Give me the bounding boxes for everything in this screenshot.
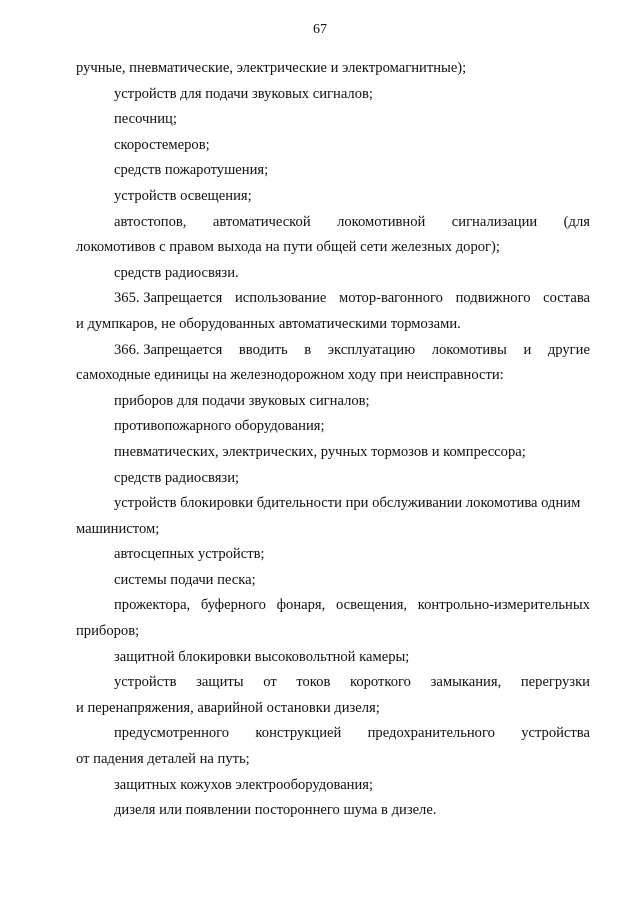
text-line-21: системы подачи песка; [114, 571, 256, 588]
word: вводить [238, 341, 288, 358]
text-line-5: средств пожаротушения; [114, 162, 269, 179]
word: прожектора, [114, 597, 191, 614]
word: автостопов, [114, 213, 187, 230]
word: устройств [114, 674, 177, 691]
word: от [263, 674, 277, 691]
text-line-25 [76, 670, 590, 696]
text-line-4: скоростемеров; [114, 136, 210, 153]
word: подвижного [455, 290, 531, 307]
word: сигнализации [451, 213, 538, 230]
word: локомотивы [431, 341, 507, 358]
text-line-2: устройств для подачи звуковых сигналов; [114, 85, 373, 102]
word: буферного [200, 597, 266, 614]
text-line-23: приборов; [76, 623, 140, 640]
text-line-8: локомотивов с правом выхода на пути общей сети железных дорог); [76, 239, 500, 256]
word: 365. Запрещается [114, 290, 223, 307]
text-line-26: и перенапряжения, аварийной остановки дизеля; [76, 699, 380, 716]
text-line-3: песочниц; [114, 111, 177, 128]
text-line-7 [76, 210, 590, 236]
text-line-15: противопожарного оборудования; [114, 418, 325, 435]
word: другие [547, 341, 590, 358]
word: предохранительного [367, 725, 495, 742]
document-body [76, 56, 590, 824]
page-number: 67 [313, 22, 327, 37]
text-line-20: автосцепных устройств; [114, 546, 265, 563]
text-line-22 [76, 593, 590, 619]
word: использование [234, 290, 327, 307]
text-line-29: защитных кожухов электрооборудования; [114, 776, 374, 793]
text-line-17: средств радиосвязи; [114, 469, 240, 486]
text-line-19: машинистом; [76, 520, 160, 537]
word: и [523, 341, 532, 358]
word: (для [563, 213, 590, 230]
word: замыкания, [430, 674, 502, 691]
word: контрольно-измерительных [417, 597, 590, 614]
word: предусмотренного [114, 725, 230, 742]
word: фонаря, [276, 597, 326, 614]
text-line-1: ручные, пневматические, электрические и электромагнитные); [76, 60, 467, 76]
word: 366. Запрещается [114, 341, 223, 358]
word: защиты [196, 674, 244, 691]
word: устройства [521, 725, 590, 742]
text-line-18: устройств блокировки бдительности при обслуживании локомотива одним [114, 495, 581, 512]
word: эксплуатацию [327, 341, 416, 358]
word: локомотивной [337, 213, 426, 230]
word: перегрузки [520, 674, 590, 691]
word: конструкцией [255, 725, 342, 742]
text-line-10 [76, 286, 590, 312]
text-line-24: защитной блокировки высоковольтной камеры; [114, 648, 410, 665]
text-line-28: от падения деталей на путь; [76, 751, 250, 768]
word: токов [296, 674, 331, 691]
word: в [304, 341, 312, 358]
text-line-11: и думпкаров, не оборудованных автоматическими тормозами. [76, 315, 461, 332]
text-line-9: средств радиосвязи. [114, 264, 239, 281]
text-line-13: самоходные единицы на железнодорожном ходу при неисправности: [76, 367, 504, 384]
text-line-14: приборов для подачи звуковых сигналов; [114, 392, 370, 409]
text-line-27 [76, 721, 590, 747]
word: автоматической [212, 213, 311, 230]
word: состава [543, 290, 590, 307]
word: мотор-вагонного [339, 290, 443, 307]
text-line-12 [76, 338, 590, 364]
word: короткого [349, 674, 411, 691]
text-line-16: пневматических, электрических, ручных тормозов и компрессора; [114, 443, 526, 460]
text-line-6: устройств освещения; [114, 187, 252, 204]
word: освещения, [335, 597, 408, 614]
text-line-30: дизеля или появлении постороннего шума в дизеле. [114, 802, 437, 819]
